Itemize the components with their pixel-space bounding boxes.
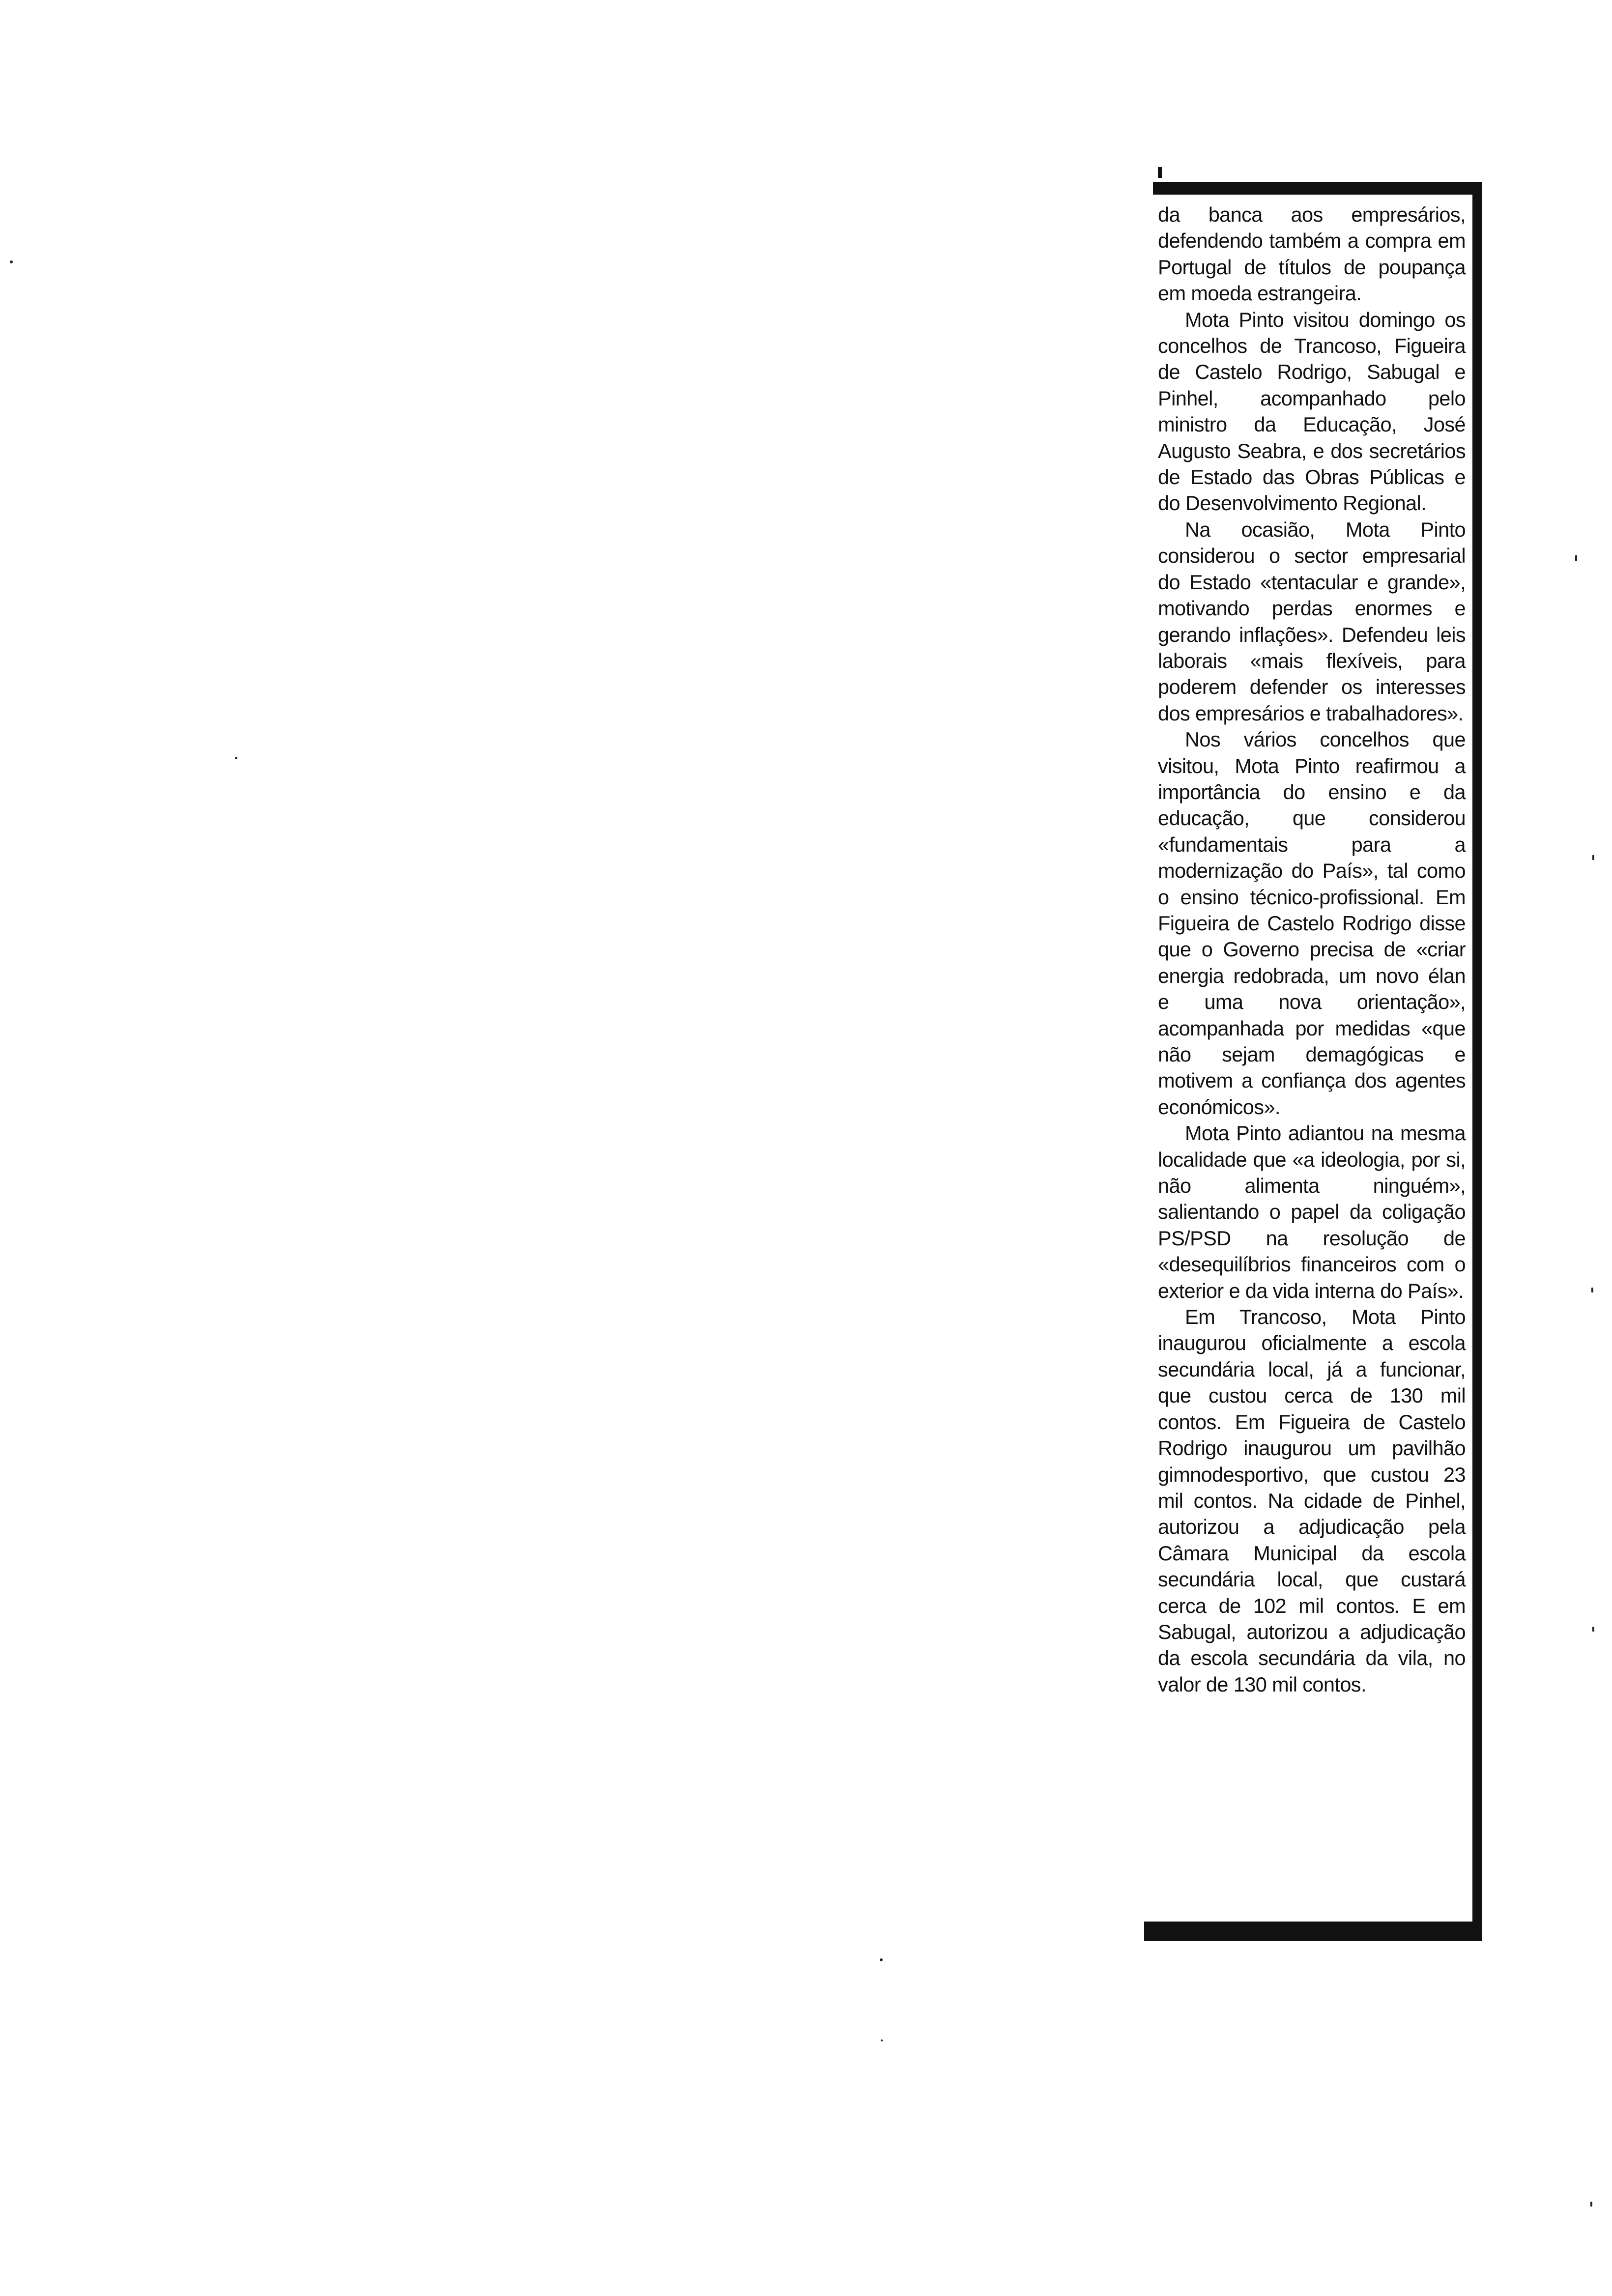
scan-speck xyxy=(880,1958,883,1961)
article-paragraph: Nos vários concelhos que visitou, Mota Pinto reafirmou a importância do ensino e da educação, que considerou «fundamentais para a modernização do País», tal como o ensino técnico-profissional. Em Figueira de Castelo Rodrigo disse que o Governo precisa de «criar energia redobrada, um novo élan e uma nova orientação», acompanhada por medidas «que não sejam demagógicas e motivem a confiança dos agentes económicos». xyxy=(1158,728,1466,1119)
article-body xyxy=(1158,201,1466,1697)
scan-speck xyxy=(1592,1627,1594,1632)
scan-speck xyxy=(881,2039,883,2041)
scan-speck xyxy=(10,260,13,263)
top-column-rule xyxy=(1153,182,1482,195)
article-paragraph: Em Trancoso, Mota Pinto inaugurou oficialmente a escola secundária local, já a funcionar, que custou cerca de 130 mil contos. Em Figueira de Castelo Rodrigo inaugurou um pavilhão gimnodesportivo, que custou 23 mil contos. Na cidade de Pinhel, autorizou a adjudicação pela Câmara Municipal da escola secundária local, que custará cerca de 102 mil contos. E em Sabugal, autorizou a adjudicação da escola secundária da vila, no valor de 130 mil contos. xyxy=(1158,1305,1466,1696)
article-paragraph: Mota Pinto visitou domingo os concelhos de Trancoso, Figueira de Castelo Rodrigo, Sabugal e Pinhel, acompanhado pelo ministro da Educação, José Augusto Seabra, e dos secretários de Estado das Obras Públicas e do Desenvolvimento Regional. xyxy=(1158,308,1466,515)
right-column-rule xyxy=(1472,182,1482,1922)
scan-speck xyxy=(235,757,237,759)
scan-speck xyxy=(1592,855,1594,860)
scan-speck xyxy=(1591,1288,1593,1292)
bottom-column-rule xyxy=(1144,1922,1482,1941)
clipping-marker xyxy=(1158,167,1162,178)
scan-speck xyxy=(1575,555,1577,561)
newspaper-clipping xyxy=(1144,182,1488,1951)
article-paragraph: Na ocasião, Mota Pinto considerou o sector empresarial do Estado «tentacular e grande», motivando perdas enormes e gerando inflações». Defendeu leis laborais «mais flexíveis, para poderem defender os interesses dos empresários e trabalhadores». xyxy=(1158,517,1466,725)
article-paragraph: da banca aos empresários, defendendo também a compra em Portugal de títulos de poupança em moeda estrangeira. xyxy=(1158,203,1466,305)
scan-speck xyxy=(1590,2202,1592,2207)
article-paragraph: Mota Pinto adiantou na mesma localidade que «a ideologia, por si, não alimenta ninguém», salientando o papel da coligação PS/PSD na resolução de «desequilíbrios financeiros com o exterior e da vida interna do País». xyxy=(1158,1121,1466,1302)
